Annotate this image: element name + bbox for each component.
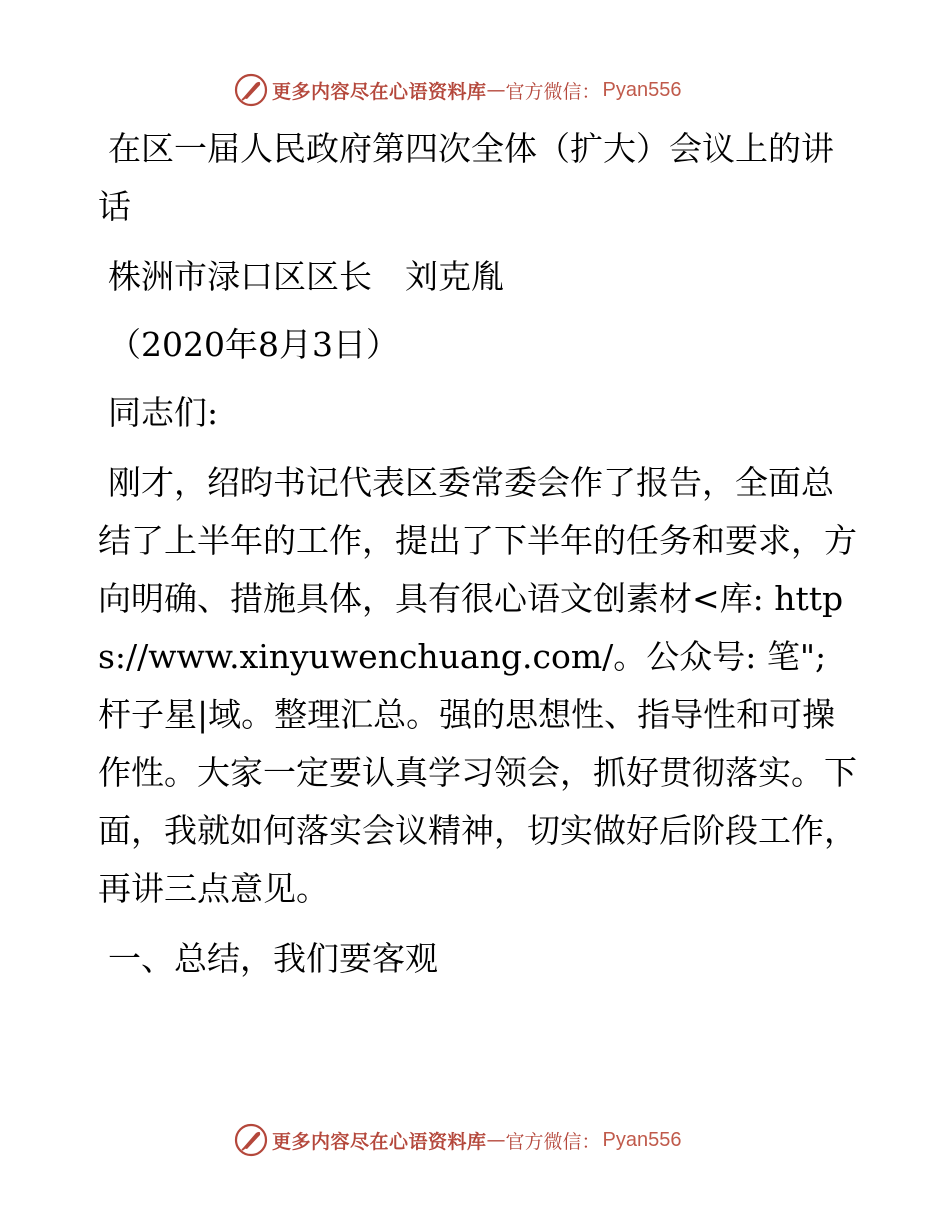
watermark-label: 官方微信： (505, 80, 601, 103)
watermark-banner-bottom (234, 1120, 754, 1160)
watermark-main-text: 更多内容尽在心语资料库 (272, 1130, 487, 1153)
red-quill-logo-icon (234, 73, 268, 107)
watermark-wechat-id: Pyan556 (602, 1128, 682, 1151)
greeting: 同志们: (108, 393, 219, 432)
watermark-dash: — (486, 79, 506, 101)
document-body (98, 120, 858, 988)
watermark-dash: — (486, 1129, 506, 1151)
date-line: （2020年8月3日） (108, 325, 399, 364)
body-paragraph: 刚才，绍昀书记代表区委常委会作了报告，全面总结了上半年的工作，提出了下半年的任务和要求，方向明确、措施具体，具有很心语文创素材<库: https://www.xinyuwenchuang.com/。公众号: 笔";杆子星|域。整理汇总。强的思想性、指导性和可操作性。大家一定要认真学习领会，抓好贯彻落实。下面，我就如何落实会议精神，切实做好后阶段工作，再讲三点意见。 (98, 463, 857, 908)
watermark-banner-top (234, 70, 754, 110)
document-title: 在区一届人民政府第四次全体（扩大）会议上的讲话 (98, 129, 834, 226)
watermark-wechat-id: Pyan556 (602, 78, 682, 101)
watermark-main-text: 更多内容尽在心语资料库 (272, 80, 487, 103)
watermark-label: 官方微信： (505, 1130, 601, 1153)
author-line: 株洲市渌口区区长 刘克胤 (108, 257, 504, 296)
section-heading: 一、总结，我们要客观 (108, 939, 438, 978)
red-quill-logo-icon (234, 1123, 268, 1157)
